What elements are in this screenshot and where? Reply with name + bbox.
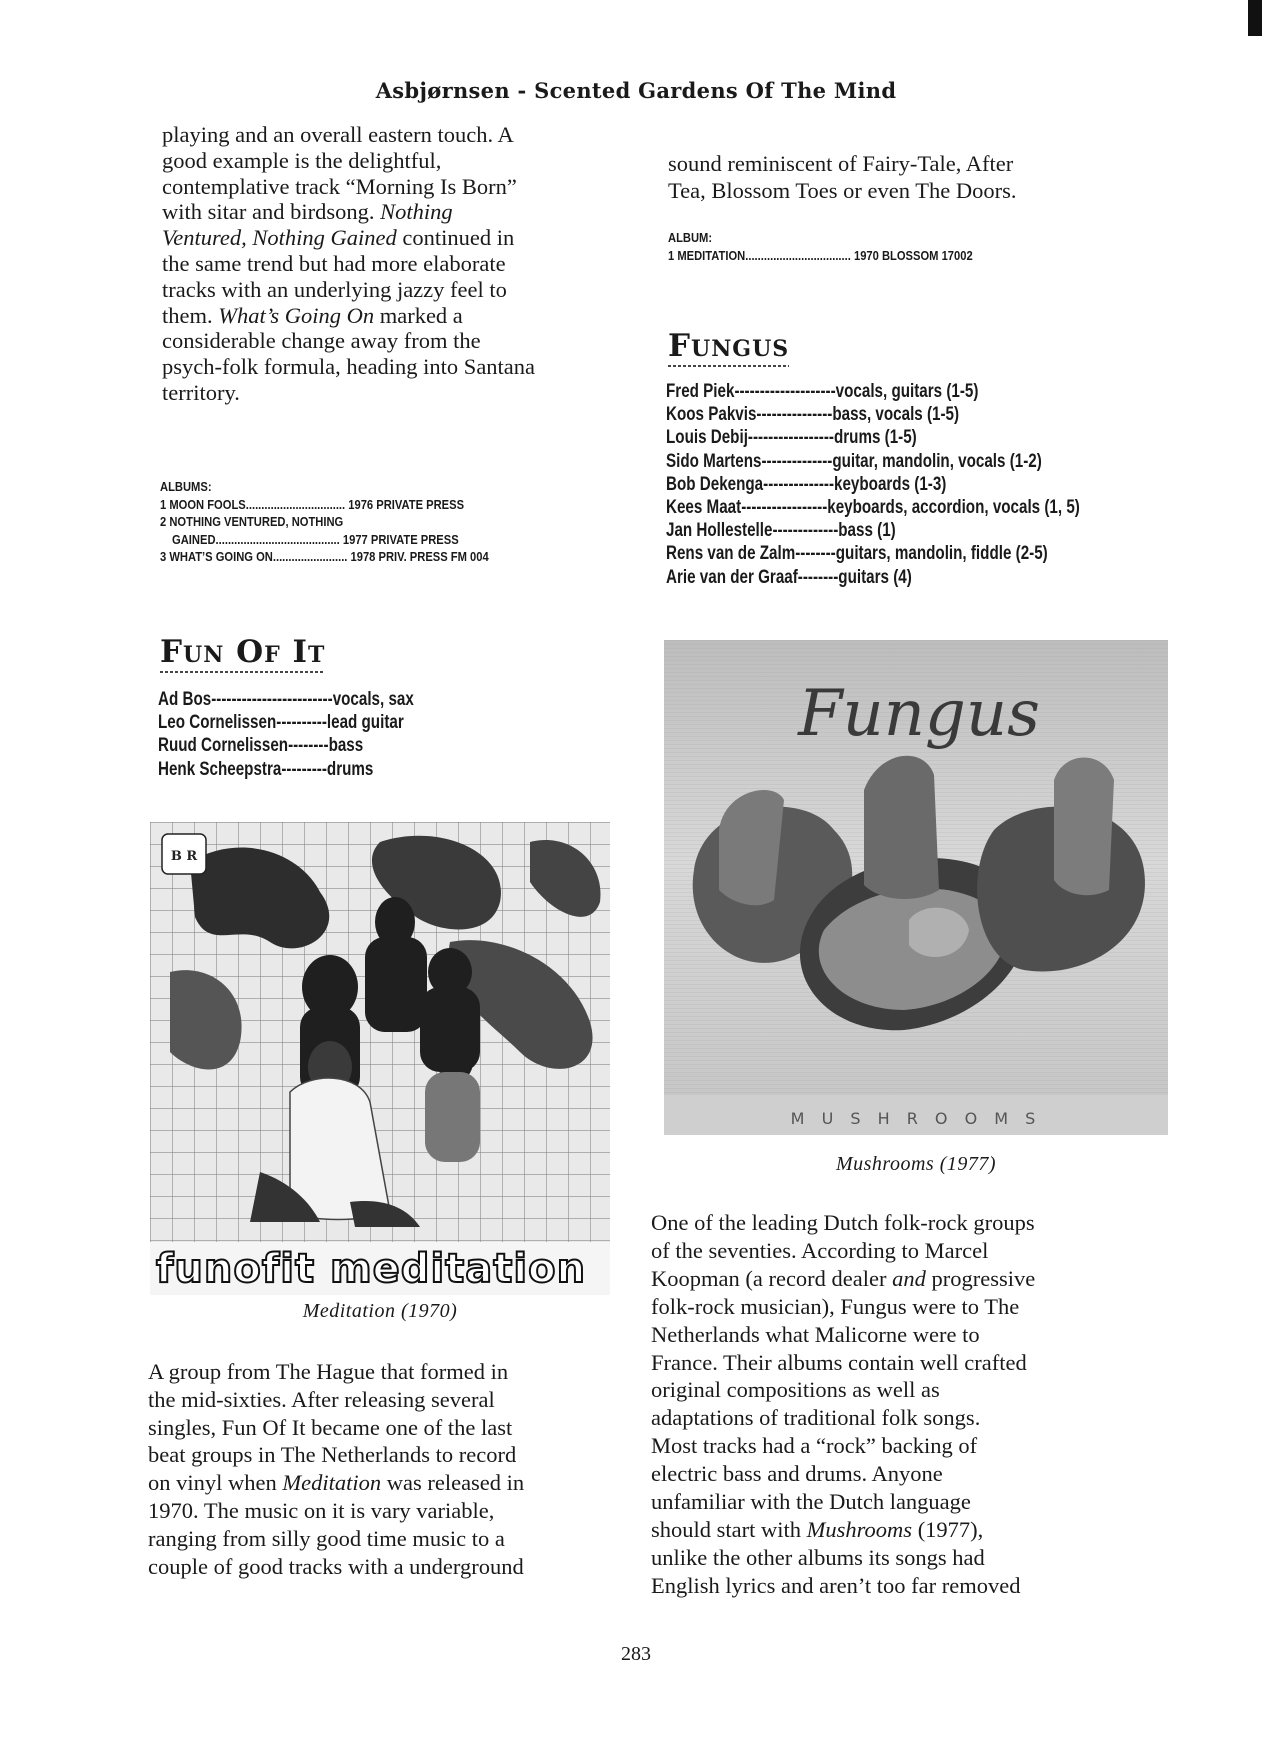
text-line: unfamiliar with the Dutch language: [651, 1489, 971, 1515]
text-line: them.: [162, 302, 213, 328]
band-title: Fungus: [668, 328, 790, 364]
italic-title: Meditation: [282, 1470, 382, 1496]
cover-subtitle: M U S H R O O M S: [790, 1109, 1042, 1128]
text-line: sound reminiscent of Fairy-Tale, After: [668, 151, 1014, 176]
discography-item: 1 MOON FOOLS................................ 1976 PRIVATE PRESS: [160, 496, 465, 512]
text-line: English lyrics and aren’t too far removed: [651, 1572, 1021, 1598]
text-line: considerable change away from the: [162, 328, 481, 354]
left-continuation-paragraph: [162, 122, 630, 406]
fungus-paragraph: [651, 1209, 1135, 1600]
lineup-member: Rens van de Zalm--------guitars, mandolin, fiddle (2-5): [666, 543, 1048, 565]
right-continuation-paragraph: [668, 150, 1150, 204]
text-line: singles, Fun Of It became one of the last: [148, 1414, 513, 1440]
fun-of-it-paragraph: [148, 1358, 610, 1580]
lineup-member: Sido Martens--------------guitar, mandolin, vocals (1-2): [666, 450, 1042, 472]
text-line: beat groups in The Netherlands to record: [148, 1442, 517, 1468]
text-line: progressive: [931, 1265, 1036, 1291]
text-line: tracks with an underlying jazzy feel to: [162, 276, 507, 302]
text-line: the same trend but had more elaborate: [162, 250, 506, 276]
italic-title: Mushrooms: [806, 1516, 913, 1542]
discography-list: [668, 229, 1108, 264]
text-line: unlike the other albums its songs had: [651, 1544, 985, 1570]
band-title: Fun Of It: [160, 634, 326, 670]
text-line: marked a: [379, 302, 463, 328]
text-line: 1970. The music on it is vary variable,: [148, 1497, 495, 1523]
cover-logo: B R: [170, 849, 198, 864]
text-line: electric bass and drums. Anyone: [651, 1461, 943, 1487]
text-line: Most tracks had a “rock” backing of: [651, 1433, 978, 1459]
band-lineup: [158, 688, 578, 781]
lineup-member: Ad Bos------------------------vocals, sax: [158, 689, 414, 710]
lineup-member: Ruud Cornelissen--------bass: [158, 735, 364, 757]
italic-word: and: [892, 1265, 926, 1291]
lineup-member: Leo Cornelissen----------lead guitar: [158, 712, 404, 734]
running-head: Asbjørnsen - Scented Gardens Of The Mind: [375, 78, 897, 103]
image-caption: Meditation (1970): [302, 1300, 458, 1322]
band-entry-fun-of-it: [160, 634, 325, 670]
italic-title: Ventured, Nothing Gained: [162, 225, 397, 251]
text-line: couple of good tracks with a underground: [148, 1553, 524, 1579]
text-line: adaptations of traditional folk songs.: [651, 1405, 981, 1431]
text-line: was released in: [386, 1470, 525, 1496]
lineup-member: Jan Hollestelle-------------bass (1): [666, 520, 896, 542]
lineup-member: Louis Debij-----------------drums (1-5): [666, 427, 917, 449]
album-cover-art: [150, 822, 610, 1295]
text-line: the mid-sixties. After releasing several: [148, 1386, 495, 1412]
text-line: should start with: [651, 1516, 801, 1542]
italic-title: Nothing: [380, 199, 453, 225]
text-line: with sitar and birdsong.: [162, 199, 375, 225]
text-line: ranging from silly good time music to a: [148, 1525, 505, 1551]
text-line: territory.: [162, 379, 240, 405]
discography-heading: ALBUM:: [668, 230, 713, 245]
page-number: 283: [621, 1643, 651, 1665]
lineup-member: Fred Piek--------------------vocals, guitars (1-5): [666, 381, 979, 402]
text-line: (1977),: [917, 1516, 984, 1542]
album-cover-art: [664, 640, 1168, 1135]
text-line: A group from The Hague that formed in: [148, 1359, 509, 1384]
lineup-member: Bob Dekenga--------------keyboards (1-3): [666, 473, 947, 495]
lineup-member: Henk Scheepstra---------drums: [158, 758, 374, 780]
text-line: psych-folk formula, heading into Santana: [162, 354, 536, 380]
band-entry-fungus: [668, 328, 789, 364]
album-cover-mushrooms: [664, 640, 1168, 1135]
lineup-member: Arie van der Graaf--------guitars (4): [666, 566, 912, 588]
page-edge-mark: [1248, 0, 1262, 36]
discography-list: [160, 478, 580, 566]
text-line: Tea, Blossom Toes or even The Doors.: [668, 178, 1017, 203]
lineup-member: Kees Maat-----------------keyboards, accordion, vocals (1, 5): [666, 497, 1080, 519]
image-caption: Mushrooms (1977): [835, 1153, 997, 1175]
text-line: contemplative track “Morning Is Born”: [162, 173, 517, 199]
text-line: One of the leading Dutch folk-rock groups: [651, 1210, 1035, 1235]
discography-item: 1 MEDITATION.................................. 1970 BLOSSOM 17002: [668, 247, 973, 263]
cover-title-text: funofit meditation: [156, 1246, 587, 1292]
text-line: good example is the delightful,: [162, 147, 442, 173]
text-line: France. Their albums contain well crafted: [651, 1349, 1027, 1375]
text-line: Koopman (a record dealer: [651, 1265, 887, 1291]
lineup-member: Koos Pakvis---------------bass, vocals (1-5): [666, 404, 960, 426]
text-line: continued in: [402, 225, 515, 251]
text-line: folk-rock musician), Fungus were to The: [651, 1293, 1020, 1319]
band-lineup: [666, 380, 1146, 589]
text-line: playing and an overall eastern touch. A: [162, 122, 514, 147]
text-line: Netherlands what Malicorne were to: [651, 1321, 980, 1347]
album-cover-meditation: [150, 822, 610, 1295]
discography-item: GAINED........................................ 1977 PRIVATE PRESS: [172, 531, 459, 547]
text-line: original compositions as well as: [651, 1377, 940, 1403]
discography-item: 2 NOTHING VENTURED, NOTHING: [160, 514, 344, 529]
text-line: on vinyl when: [148, 1470, 277, 1496]
italic-title: What’s Going On: [218, 302, 375, 328]
discography-item: 3 WHAT’S GOING ON........................ 1978 PRIV. PRESS FM 004: [160, 549, 489, 564]
cover-script-title: Fungus: [798, 677, 1040, 751]
discography-heading: ALBUMS:: [160, 479, 212, 494]
text-line: of the seventies. According to Marcel: [651, 1237, 989, 1263]
